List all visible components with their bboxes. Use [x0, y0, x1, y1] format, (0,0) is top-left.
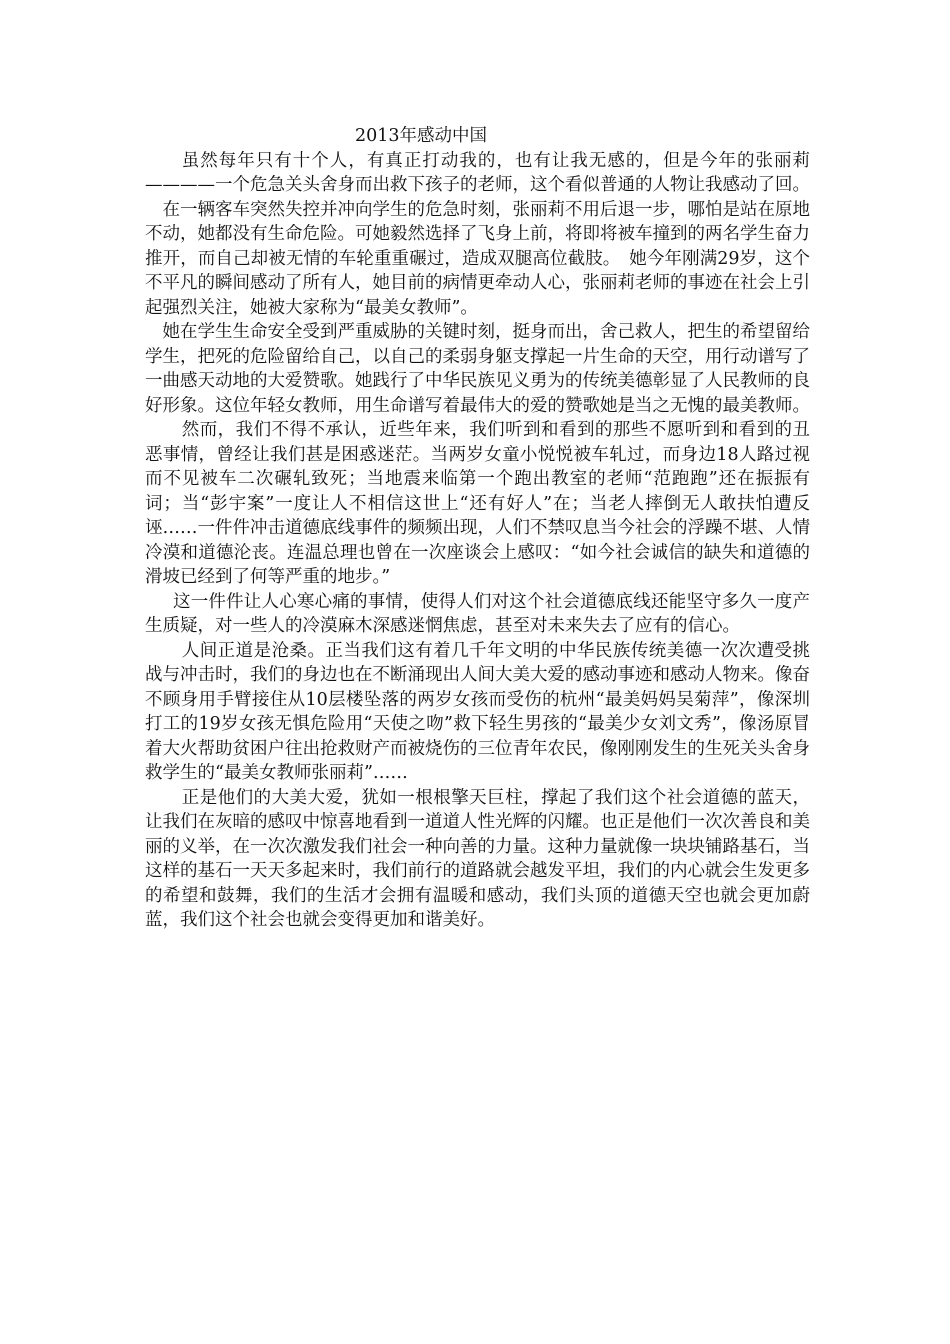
document-body: [145, 124, 810, 933]
paragraph-doubt: 这一件件让人心寒心痛的事情，使得人们对这个社会道德底线还能坚守多久一度产生质疑，对一些人的冷漠麻木深感迷惘焦虑，甚至对未来失去了应有的信心。: [145, 591, 810, 636]
paragraph-praise: 她在学生生命安全受到严重威胁的关键时刻，挺身而出，舍己救人，把生的希望留给学生，把死的危险留给自己，以自己的柔弱身躯支撑起一片生命的天空，用行动谱写了一曲感天动地的大爱赞歌。她践行了中华民族见义勇为的传统美德彰显了人民教师的良好形象。这位年轻女教师，用生命谱写着最伟大的爱的赞歌她是当之无愧的最美教师。: [145, 322, 810, 416]
paragraph-intro: 虽然每年只有十个人，有真正打动我的，也有让我无感的，但是今年的张丽莉————一个危急关头舍身而出救下孩子的老师，这个看似普通的人物让我感动了回。: [145, 150, 810, 195]
paragraph-conclusion: 正是他们的大美大爱，犹如一根根擎天巨柱，撑起了我们这个社会道德的蓝天，让我们在灰暗的感叹中惊喜地看到一道道人性光辉的闪耀。也正是他们一次次善良和美丽的义举，在一次次激发我们社会一种向善的力量。这种力量就像一块块铺路基石，当这样的基石一天天多起来时，我们前行的道路就会越发平坦，我们的内心就会生发更多的希望和鼓舞，我们的生活才会拥有温暖和感动，我们头顶的道德天空也就会更加蔚蓝，我们这个社会也就会变得更加和谐美好。: [145, 787, 810, 930]
paragraph-accident: 在一辆客车突然失控并冲向学生的危急时刻，张丽莉不用后退一步，哪怕是站在原地不动，她都没有生命危险。可她毅然选择了飞身上前，将即将被车撞到的两名学生奋力推开，而自己却被无情的车轮重重碾过，造成双腿高位截肢。 她今年刚满29岁，这个不平凡的瞬间感动了所有人，她目前的病情更牵动人心，张丽莉老师的事迹在社会上引起强烈关注，她被大家称为“最美女教师”。: [145, 199, 810, 318]
document-title: 2013年感动中国: [355, 126, 488, 146]
paragraph-moral-decline: 然而，我们不得不承认，近些年来，我们听到和看到的那些不愿听到和看到的丑恶事情，曾经让我们甚是困惑迷茫。当两岁女童小悦悦被车轧过，而身边18人路过视而不见被车二次碾轧致死；当地震来临第一个跑出教室的老师“范跑跑”还在振振有词；当“彭宇案”一度让人不相信这世上“还有好人”在；当老人摔倒无人敢扶怕遭反诬……一件件冲击道德底线事件的频频出现，人们不禁叹息当今社会的浮躁不堪、人情冷漠和道德沦丧。连温总理也曾在一次座谈会上感叹：“如今社会诚信的缺失和道德的滑坡已经到了何等严重的地步。”: [145, 420, 810, 587]
paragraph-role-models: 人间正道是沧桑。正当我们这有着几千年文明的中华民族传统美德一次次遭受挑战与冲击时，我们的身边也在不断涌现出人间大美大爱的感动事迹和感动人物来。像奋不顾身用手臂接住从10层楼坠落的两岁女孩而受伤的杭州“最美妈妈吴菊萍”，像深圳打工的19岁女孩无惧危险用“天使之吻”救下轻生男孩的“最美少女刘文秀”，像汤原冒着大火帮助贫困户往出抢救财产而被烧伤的三位青年农民，像刚刚发生的生死关头舍身救学生的“最美女教师张丽莉”……: [145, 640, 810, 783]
